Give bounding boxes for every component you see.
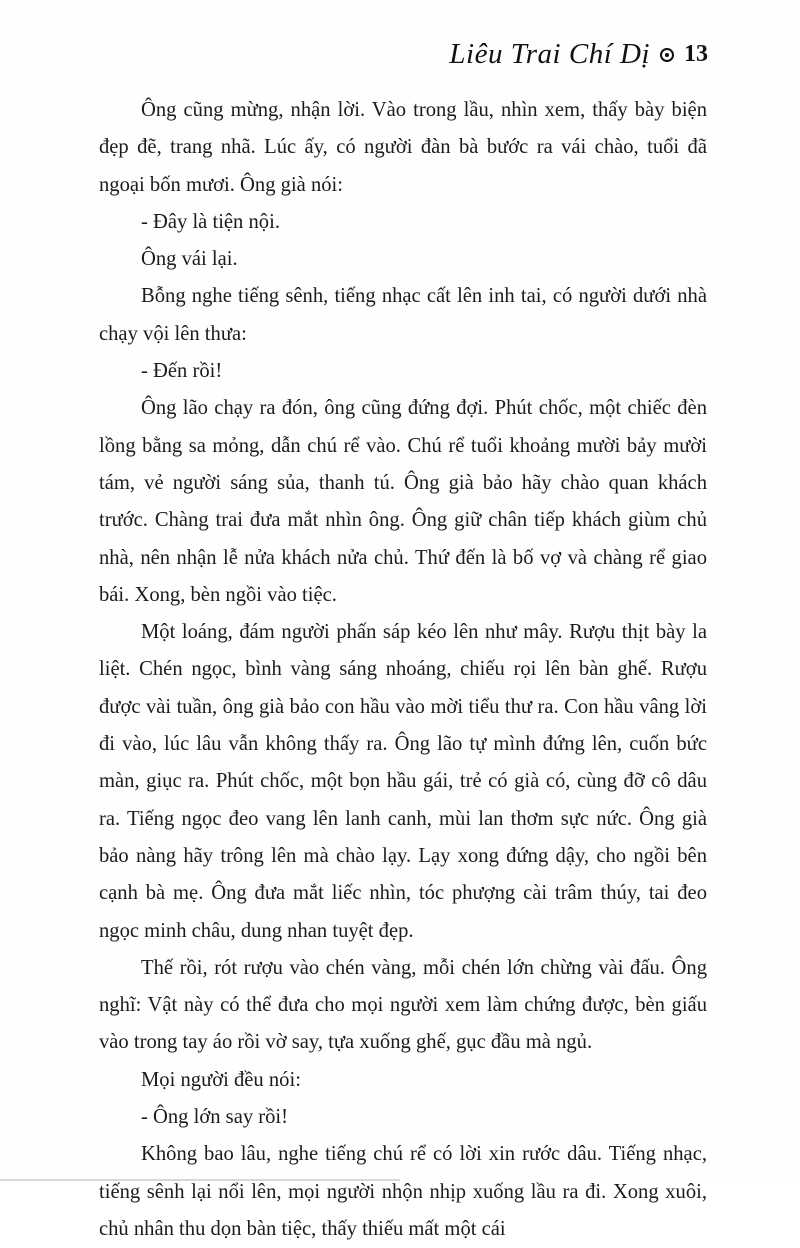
dialogue-line: - Đến rồi! — [141, 360, 223, 383]
running-header — [449, 38, 708, 71]
dialogue-line: - Ông lớn say rồi! — [141, 1106, 289, 1129]
paragraph: Mọi người đều nói: — [141, 1068, 301, 1091]
paragraph: Ông cũng mừng, nhận lời. Vào trong lầu, nhìn xem, thấy bày biện đẹp đẽ, trang nhã. Lúc ấy, có người đàn bà bước ra vái chào, tuổi đã ngoại bốn mươi. Ông già nói: — [99, 99, 707, 196]
paragraph: Thế rồi, rót rượu vào chén vàng, mỗi chén lớn chừng vài đấu. Ông nghĩ: Vật này có thể đưa cho mọi người xem làm chứng được, bèn giấu vào trong tay áo rồi vờ say, tựa xuống ghế, gục đầu mà ngủ. — [99, 956, 707, 1054]
paragraph: Ông lão chạy ra đón, ông cũng đứng đợi. Phút chốc, một chiếc đèn lồng bằng sa mỏng, dẫn chú rể vào. Chú rể tuổi khoảng mười bảy mười tám, vẻ người sáng sủa, thanh tú. Ông già bảo hãy chào quan khách trước. Chàng trai đưa mắt nhìn ông. Ông giữ chân tiếp khách giùm chủ nhà, nên nhận lễ nửa khách nửa chủ. Thứ đến là bố vợ và chàng rể giao bái. Xong, bèn ngồi vào tiệc. — [99, 397, 707, 606]
paragraph: Ông vái lại. — [141, 248, 238, 271]
book-title: Liêu Trai Chí Dị — [449, 38, 650, 70]
page-number: 13 — [684, 41, 708, 67]
paragraph: Một loáng, đám người phấn sáp kéo lên như mây. Rượu thịt bày la liệt. Chén ngọc, bình vàng sáng nhoáng, chiếu rọi lên bàn ghế. Rượu được vài tuần, ông già bảo con hầu vào mời tiểu thư ra. Con hầu vâng lời đi vào, lúc lâu vẫn không thấy ra. Ông lão tự mình đứng lên, cuốn bức màn, giục ra. Phút chốc, một bọn hầu gái, trẻ có già có, cùng đỡ cô dâu ra. Tiếng ngọc đeo vang lên lanh canh, mùi lan thơm sực nức. Ông già bảo nàng hãy trông lên mà chào lạy. Lạy xong đứng dậy, cho ngồi bên cạnh bà mẹ. Ông đưa mắt liếc nhìn, tóc phượng cài trâm thúy, tai đeo ngọc minh châu, dung nhan tuyệt đẹp. — [99, 621, 707, 942]
dialogue-line: - Đây là tiện nội. — [141, 210, 280, 233]
body-text — [99, 92, 707, 1248]
circle-dot-icon — [660, 48, 674, 62]
paragraph: Không bao lâu, nghe tiếng chú rể có lời xin rước dâu. Tiếng nhạc, tiếng sênh lại nổi lên, mọi người nhộn nhịp xuống lầu ra đi. Xong xuôi, chủ nhân thu dọn bàn tiệc, thấy thiếu mất một cái — [99, 1143, 707, 1240]
paragraph: Bỗng nghe tiếng sênh, tiếng nhạc cất lên inh tai, có người dưới nhà chạy vội lên thưa: — [99, 285, 707, 345]
